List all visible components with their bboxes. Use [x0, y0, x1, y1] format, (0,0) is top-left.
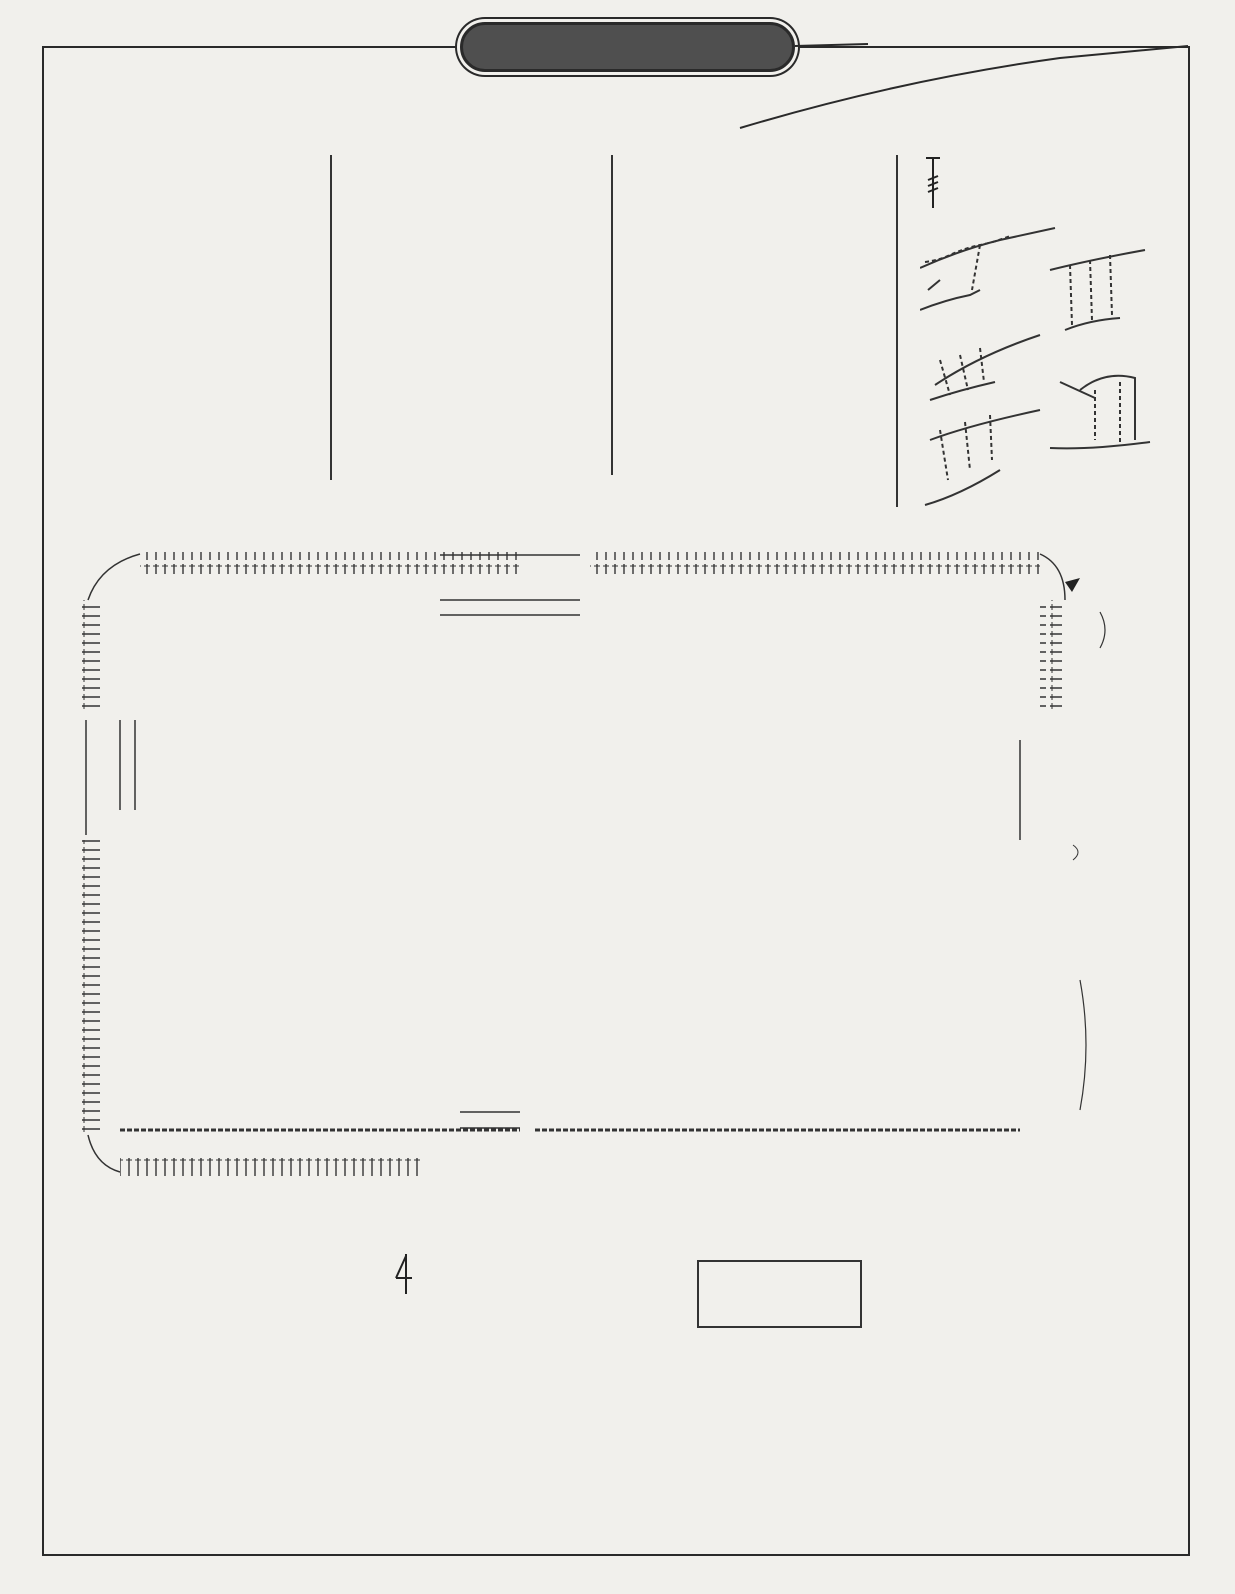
gauge-box	[697, 1260, 862, 1328]
step-1-illustration	[920, 228, 1055, 310]
top-edging	[82, 552, 1080, 710]
column-divider	[330, 155, 332, 480]
column-divider	[611, 155, 613, 475]
dtr-symbol-icon	[926, 158, 940, 208]
step-3-illustration	[925, 410, 1040, 505]
column-gauge-tomake	[348, 155, 593, 234]
bottom-edging	[82, 840, 420, 1177]
column-size-materials	[64, 246, 310, 329]
insert-hook-symbol-icon	[392, 1250, 422, 1300]
dtr-legend-label	[968, 157, 978, 193]
step-2-illustration	[930, 335, 1040, 400]
stitch-chart	[80, 540, 1180, 1200]
column-divider	[896, 155, 898, 507]
step-4-illustration	[1050, 250, 1145, 330]
dtr-legend-illustrations	[920, 150, 1170, 520]
step-5-illustration	[1050, 376, 1150, 449]
continuation-arrows	[86, 555, 1020, 1128]
